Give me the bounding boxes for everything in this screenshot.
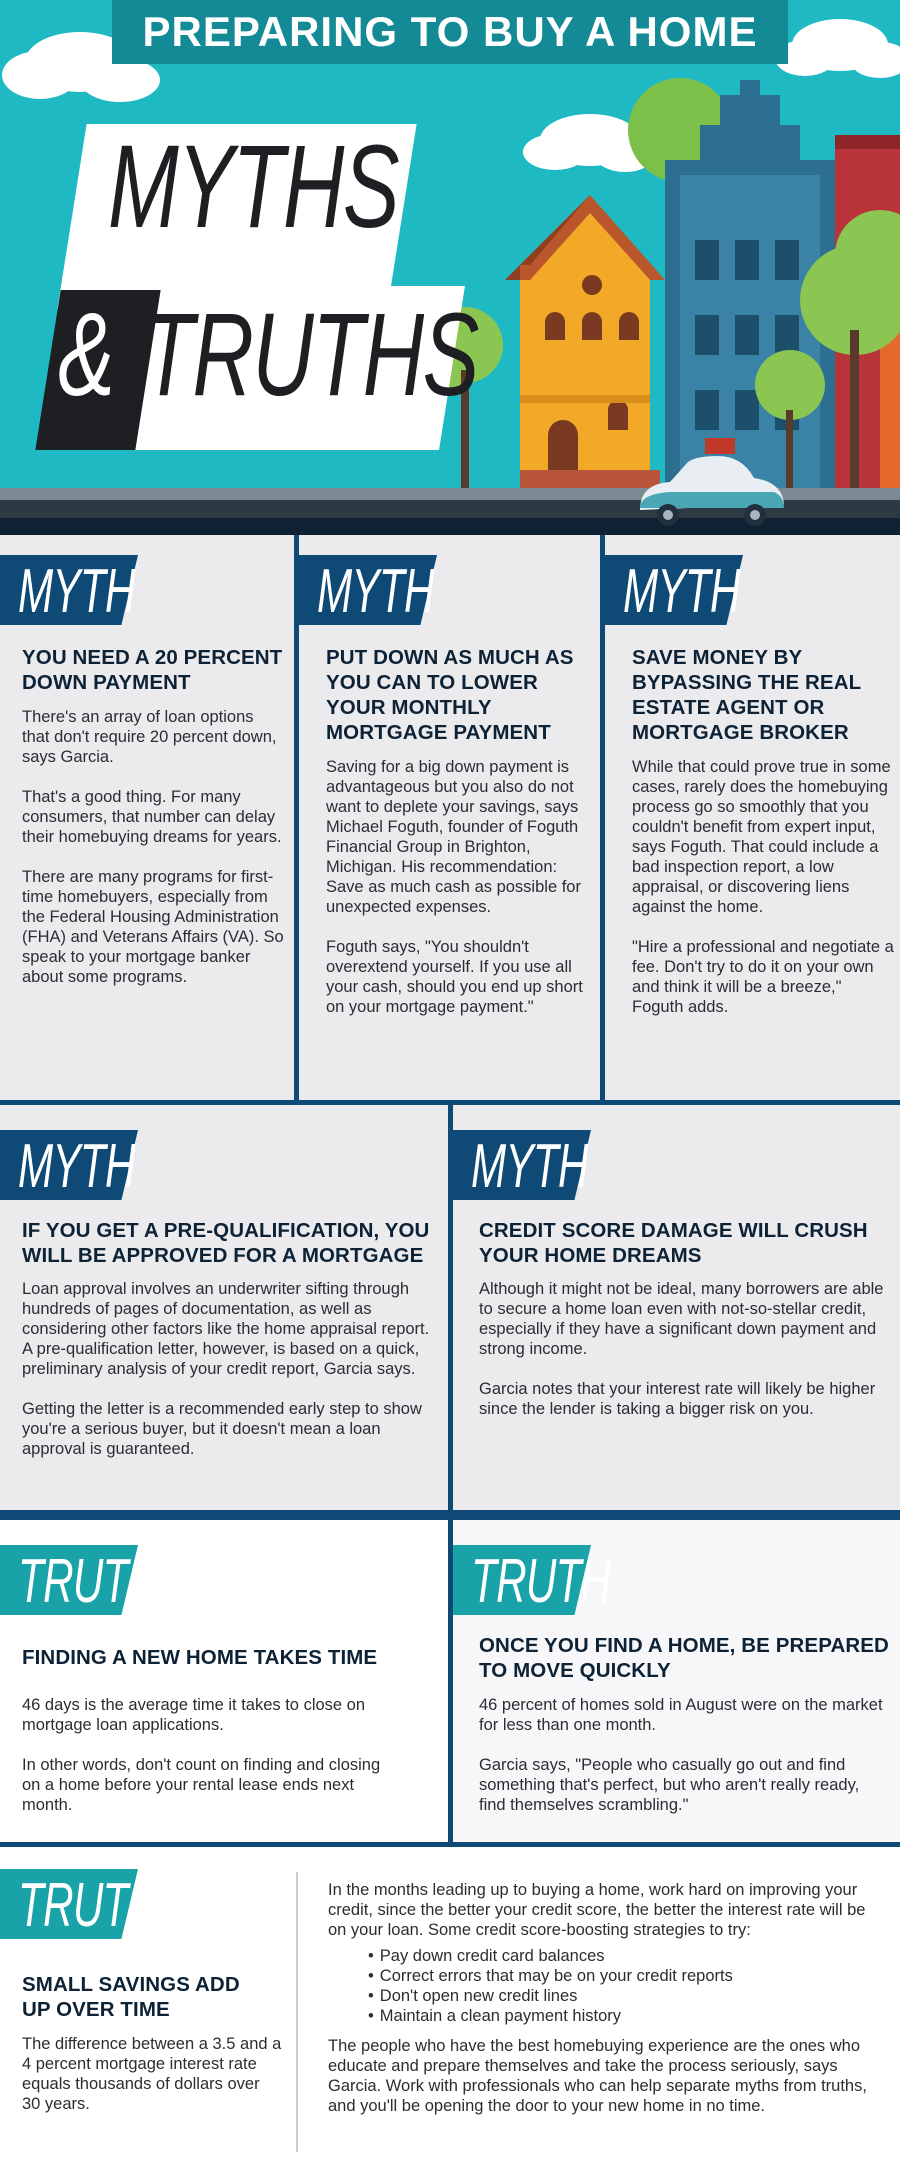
column-divider (296, 1872, 298, 2152)
myth-card-3 (605, 535, 900, 1105)
myth-heading: PUT DOWN AS MUCH AS YOU CAN TO LOWER YOUR MONTHLY MORTGAGE PAYMENT (326, 646, 574, 744)
truths-row (0, 1520, 900, 1842)
myth-heading: YOU NEED A 20 PERCENT DOWN PAYMENT (22, 646, 283, 694)
truth-card-2 (453, 1520, 900, 1842)
list-item: • Don't open new credit lines (368, 1986, 883, 2006)
truth-tag: TRUTH (453, 1545, 591, 1615)
myth-body: Although it might not be ideal, many borrowers are able to secure a home loan even with not-so-stellar credit, especially if they have a significant down payment and strong income. Garcia notes that your interest rate will likely be higher since the lender is taking a bigger risk on you. (479, 1280, 884, 1418)
myth-body: There's an array of loan options that don't require 20 percent down, says Garcia. That's a good thing. For many consumers, that number can delay their homebuying dreams for years. There are many programs for first-time homebuyers, especially from the Federal Housing Administration (FHA) and Veterans Affairs (VA). So speak to your mortgage banker about some programs. (22, 708, 284, 986)
myth-heading: IF YOU GET A PRE-QUALIFICATION, YOU WILL BE APPROVED FOR A MORTGAGE (22, 1219, 430, 1267)
final-truth-section (0, 1847, 900, 2160)
myth-card-2 (299, 535, 600, 1105)
truth-body: 46 percent of homes sold in August were on the market for less than one month. Garcia says, "People who casually go out and find something that's perfect, but who aren't really ready, find themselves scrambling." (479, 1696, 883, 1814)
hero-myths-word: MYTHS (108, 121, 399, 253)
tips-list (368, 1946, 883, 2026)
myths-row-2 (0, 1105, 900, 1515)
myth-tag: MYTH (299, 555, 437, 625)
truth-body: 46 days is the average time it takes to close on mortgage loan applications. In other words, don't count on finding and closing on a home before your rental lease ends next month. (22, 1696, 381, 1814)
list-item: • Pay down credit card balances (368, 1946, 883, 1966)
page-title: PREPARING TO BUY A HOME (142, 8, 758, 55)
list-item: • Correct errors that may be on your credit reports (368, 1966, 883, 1986)
myth-tag: MYTH (0, 1130, 138, 1200)
row-divider (0, 1510, 900, 1520)
truth-detail-body (328, 1880, 883, 2136)
myth-body: While that could prove true in some cases, rarely does the homebuying process go so smoothly that you couldn't benefit from expert input, says Foguth. That could include a bad inspection report, a low appraisal, or discovering liens against the home. "Hire a professional and negotiate a fee. Don't try to do it on your own and think it will be a breeze," Foguth adds. (632, 758, 894, 1016)
detail-outro: The people who have the best homebuying experience are the ones who educate and prepare themselves and take the process seriously, says Garcia. Work with professionals who can help separate myths from truths, and you'll be opening the door to your new home in no time. (328, 2037, 867, 2115)
truth-tag: TRUTH (0, 1545, 138, 1615)
truth-card-1 (0, 1520, 448, 1842)
myth-card-1 (0, 535, 294, 1105)
truth-heading: ONCE YOU FIND A HOME, BE PREPARED TO MOVE QUICKLY (479, 1634, 889, 1682)
hero-banner (0, 0, 900, 535)
myth-card-5 (453, 1105, 900, 1515)
myth-heading: CREDIT SCORE DAMAGE WILL CRUSH YOUR HOME DREAMS (479, 1219, 868, 1267)
truth-heading: SMALL SAVINGS ADD UP OVER TIME (22, 1973, 240, 2021)
myth-heading: SAVE MONEY BY BYPASSING THE REAL ESTATE AGENT OR MORTGAGE BROKER (632, 646, 861, 744)
list-item: • Maintain a clean payment history (368, 2006, 883, 2026)
truth-heading: FINDING A NEW HOME TAKES TIME (22, 1646, 378, 1669)
truth-tag: TRUTH (0, 1869, 138, 1939)
myth-body: Saving for a big down payment is advantageous but you also do not want to deplete your savings, says Michael Foguth, founder of Foguth Financial Group in Brighton, Michigan. His recommendation: Save as much cash as possible for unexpected expenses. Foguth says, "You shouldn't overextend yourself. If you use all your cash, should you end up short on your mortgage payment." (326, 758, 583, 1016)
myth-tag: MYTH (453, 1130, 591, 1200)
myths-row-1 (0, 535, 900, 1105)
hero-ampersand: & (58, 289, 115, 421)
myth-tag: MYTH (605, 555, 743, 625)
truth-card-3 (0, 1847, 295, 2160)
detail-intro: In the months leading up to buying a home, work hard on improving your credit, since the better your credit score, the better the interest rate will be on your loan. Some credit score-boosting strategies to try: (328, 1881, 866, 1939)
myth-card-4 (0, 1105, 448, 1515)
hero-truths-word: TRUTHS (142, 289, 478, 421)
truth-body: The difference between a 3.5 and a 4 percent mortgage interest rate equals thousands of dollars over 30 years. (22, 2035, 282, 2113)
myth-body: Loan approval involves an underwriter sifting through hundreds of pages of documentation, as well as considering other factors like the home appraisal report. A pre-qualification letter, however, is based on a quick, preliminary analysis of your credit report, Garcia says. Getting the letter is a recommended early step to show you're a serious buyer, but it doesn't mean a loan approval is guaranteed. (22, 1280, 430, 1458)
truth-card-3-detail (300, 1847, 900, 2160)
page-title-bar (112, 0, 788, 64)
myth-tag: MYTH (0, 555, 138, 625)
